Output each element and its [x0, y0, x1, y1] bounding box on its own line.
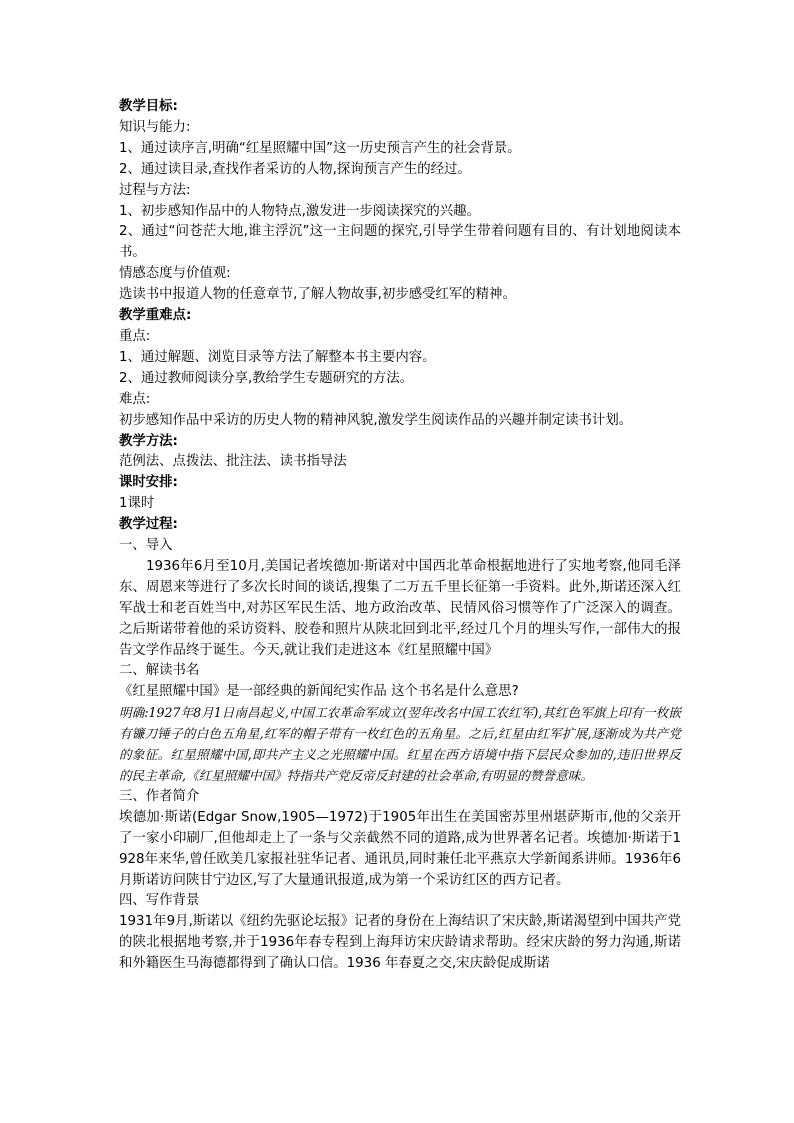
schedule-heading: 课时安排:	[119, 475, 178, 491]
key-label: 重点:	[119, 328, 151, 344]
section-title-intro: 一、导入	[119, 538, 173, 554]
schedule-text: 1课时	[119, 496, 155, 512]
knowledge-item-1: 1、通过读序言,明确“红星照耀中国”这一历史预言产生的社会背景。	[119, 140, 521, 156]
process-label: 过程与方法:	[119, 182, 191, 198]
key-item-2: 2、通过教师阅读分享,教给学生专题研究的方法。	[119, 370, 413, 386]
difficulty-text: 初步感知作品中采访的历史人物的精神风貌,激发学生阅读作品的兴趣并制定读书计划。	[119, 412, 633, 428]
process-item-1: 1、初步感知作品中的人物特点,激发进一步阅读探究的兴趣。	[119, 203, 480, 219]
knowledge-item-2: 2、通过读目录,查找作者采访的人物,探询预言产生的经过。	[119, 161, 471, 177]
key-item-1: 1、通过解题、浏览目录等方法了解整本书主要内容。	[119, 349, 436, 365]
teaching-process-heading: 教学过程:	[119, 517, 178, 533]
section-author-text: 埃德加·斯诺(Edgar Snow,1905—1972)于1905年出生在美国密苏里州堪萨斯市,他的父亲开了一家小印刷厂,但他却走上了一条与父亲截然不同的道路,成为世界著名记者。埃德加·斯诺于1928年来华,曾任欧美几家报社驻华记者、通讯员,同时兼任北平燕京大学新闻系讲师。1936年6月斯诺访问陕甘宁边区,写了大量通讯报道,成为第一个采访红区的西方记者。	[119, 809, 681, 888]
emotion-label: 情感态度与价值观:	[119, 266, 231, 282]
knowledge-label: 知识与能力:	[119, 119, 191, 135]
emotion-text: 选读书中报道人物的任意章节,了解人物故事,初步感受红军的精神。	[119, 287, 516, 303]
methods-heading: 教学方法:	[119, 433, 178, 449]
difficulty-label: 难点:	[119, 391, 151, 407]
section-title-book-name: 二、解读书名	[119, 663, 200, 679]
section-book-name-question: 《红星照耀中国》是一部经典的新闻纪实作品 这个书名是什么意思?	[119, 684, 519, 700]
methods-text: 范例法、点拨法、批注法、读书指导法	[119, 454, 347, 470]
document-page	[119, 97, 681, 975]
section-title-background: 四、写作背景	[119, 893, 200, 909]
process-item-2: 2、通过“问苍茫大地,谁主浮沉”这一主问题的探究,引导学生带着问题有目的、有计划地阅读本书。	[119, 224, 681, 261]
section-book-name-answer: 明确:1927年8月1日南昌起义,中国工农革命军成立(翌年改名中国工农红军),其红色军旗上印有一枚嵌有镰刀锤子的白色五角星,红军的帽子带有一枚红色的五角星。之后,红星由红军扩展,逐渐成为共产党的象征。红星照耀中国,即共产主义之光照耀中国。红星在西方语境中指下层民众参加的,违旧世界反的民主革命,《红星照耀中国》特指共产党反帝反封建的社会革命,有明显的赞誉意味。	[119, 705, 681, 783]
section-title-author: 三、作者简介	[119, 788, 200, 804]
key-heading: 教学重难点:	[119, 308, 192, 324]
section-background-text: 1931年9月,斯诺以《纽约先驱论坛报》记者的身份在上海结识了宋庆龄,斯诺渴望到中国共产党的陕北根据地考察,并于1936年春专程到上海拜访宋庆龄请求帮助。经宋庆龄的努力沟通,斯诺和外籍医生马海德都得到了确认口信。1936 年春夏之交,宋庆龄促成斯诺	[119, 914, 681, 972]
section-intro-text: 1936年6月至10月,美国记者埃德加·斯诺对中国西北革命根据地进行了实地考察,他同毛泽东、周恩来等进行了多次长时间的谈话,搜集了二万五千里长征第一手资料。此外,斯诺还深入红军战士和老百姓当中,对苏区军民生活、地方政治改革、民情风俗习惯等作了广泛深入的调查。之后斯诺带着他的采访资料、胶卷和照片从陕北回到北平,经过几个月的埋头写作,一部伟大的报告文学作品终于诞生。今天,就让我们走进这本《红星照耀中国》	[119, 558, 681, 658]
objectives-heading: 教学目标:	[119, 99, 178, 114]
